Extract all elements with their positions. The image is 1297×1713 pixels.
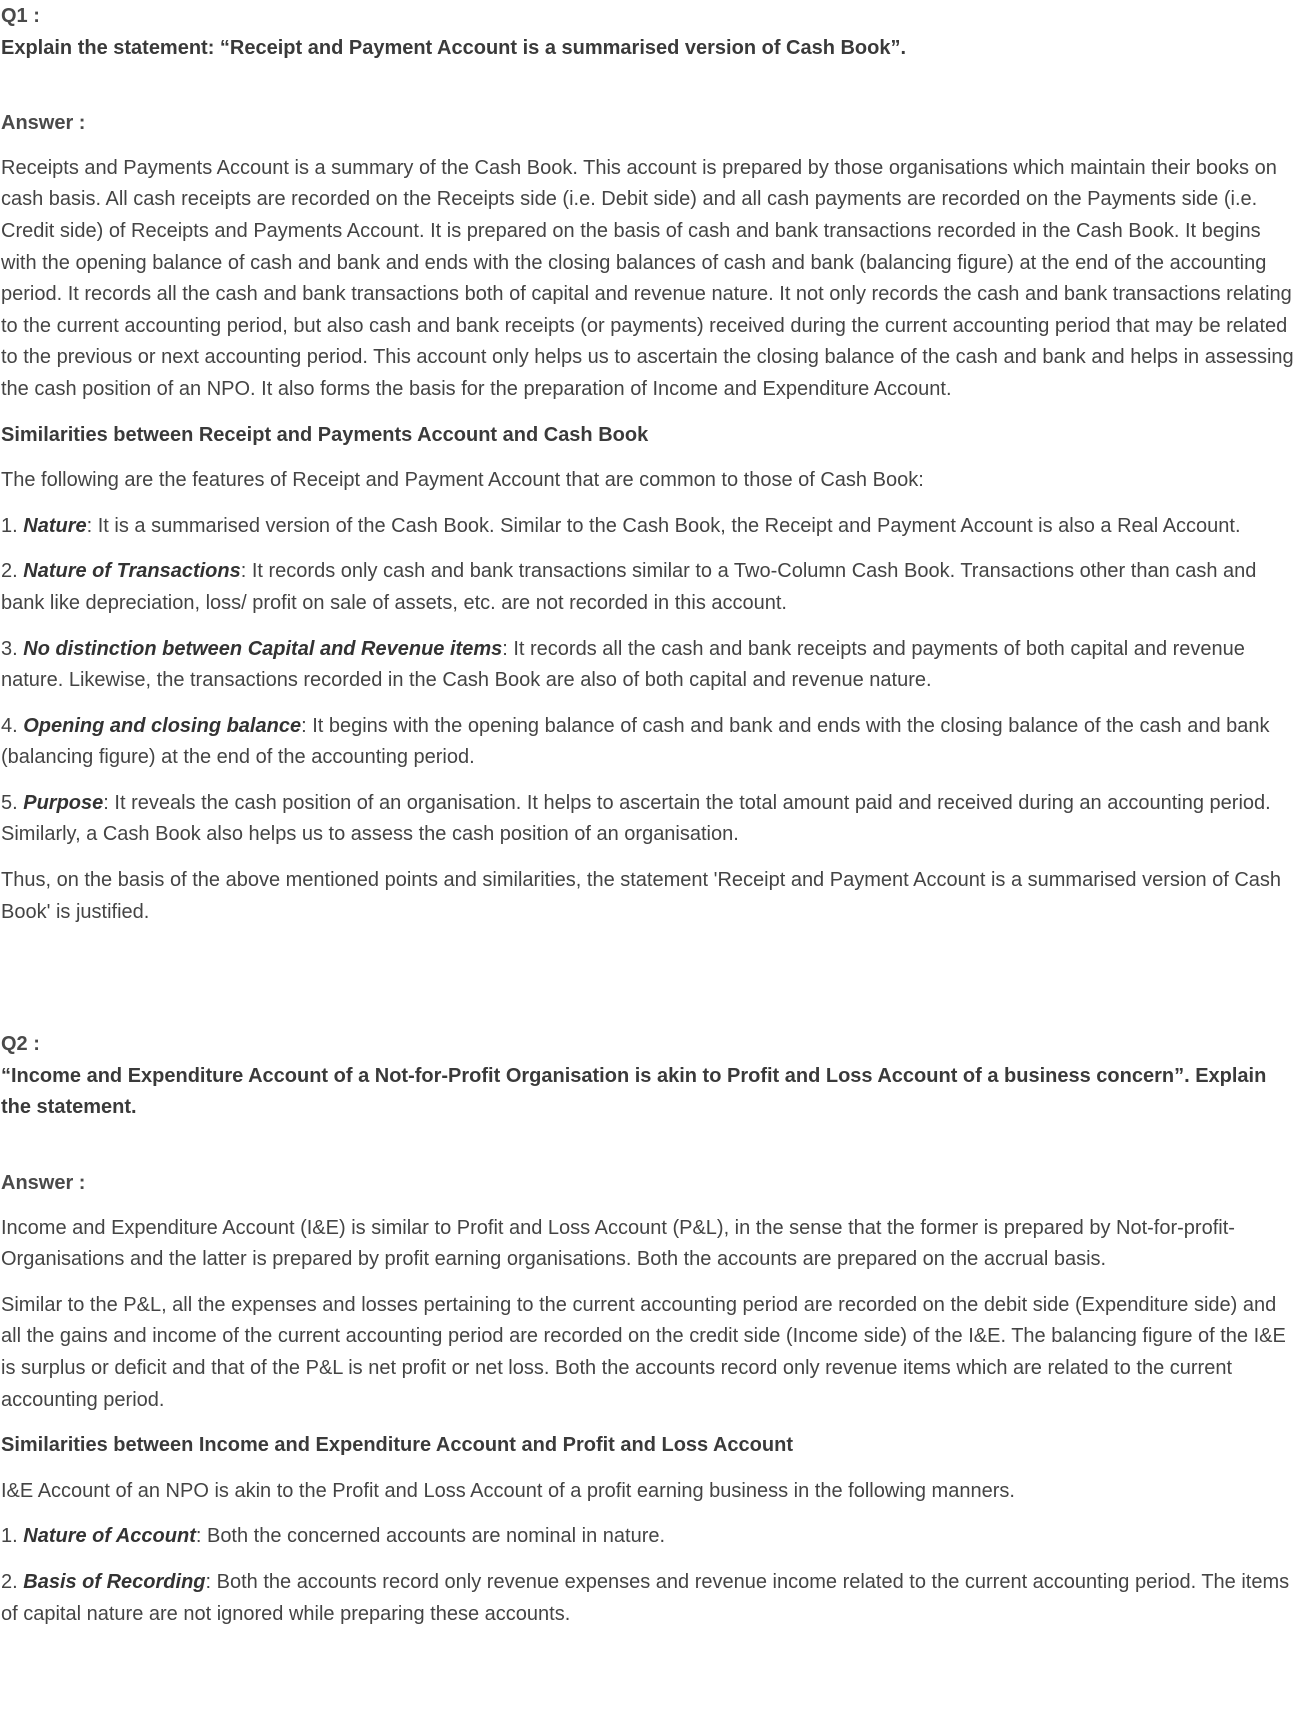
item-number: 2. xyxy=(1,1570,24,1593)
list-item xyxy=(1,711,1295,774)
item-text: : Both the concerned accounts are nominal in nature. xyxy=(195,1525,666,1548)
answer-label: Answer : xyxy=(1,112,86,135)
list-item xyxy=(1,556,1295,619)
answer-paragraph: Receipts and Payments Account is a summary of the Cash Book. This account is prepared by those organisations which maintain their books on cash basis. All cash receipts are recorded on the Receipts side (i.e. Debit side) and all cash payments are recorded on the Payments side (i.e. Credit side) of Receipts and Payments Account. It is prepared on the basis of cash and bank transactions recorded in the Cash Book. It begins with the opening balance of cash and bank and ends with the closing balances of cash and bank (balancing figure) at the end of the accounting period. It records all the cash and bank transactions both of capital and revenue nature. It not only records the cash and bank transactions relating to the current accounting period, but also cash and bank receipts (or payments) received during the current accounting period that may be related to the previous or next accounting period. This account only helps us to ascertain the closing balance of the cash and bank and helps in assessing the cash position of an NPO. It also forms the basis for the preparation of Income and Expenditure Account. xyxy=(1,156,1294,400)
item-term: Basis of Recording xyxy=(23,1570,206,1593)
item-number: 1. xyxy=(1,514,24,537)
item-number: 1. xyxy=(1,1525,24,1548)
item-text: : Both the accounts record only revenue expenses and revenue income related to the current accounting period. The items of capital nature are not ignored while preparing these accounts. xyxy=(1,1570,1290,1625)
item-text: : It is a summarised version of the Cash Book. Similar to the Cash Book, the Receipt and Payment Account is also a Real Account. xyxy=(86,514,1241,537)
lead-paragraph: I&E Account of an NPO is akin to the Profit and Loss Account of a profit earning business in the following manners. xyxy=(1,1479,1015,1502)
subheading: Similarities between Income and Expenditure Account and Profit and Loss Account xyxy=(1,1434,793,1457)
question-1 xyxy=(1,1,1295,928)
list-item xyxy=(1,1567,1295,1630)
item-text: : It begins with the opening balance of cash and bank and ends with the closing balance of the cash and bank (balancing figure) at the end of the accounting period. xyxy=(1,714,1270,769)
answer-paragraph: Similar to the P&L, all the expenses and losses pertaining to the current accounting period are recorded on the debit side (Expenditure side) and all the gains and income of the current accounting period are recorded on the credit side (Income side) of the I&E. The balancing figure of the I&E is surplus or deficit and that of the P&L is net profit or net loss. Both the accounts record only revenue items which are related to the current accounting period. xyxy=(1,1293,1286,1411)
question-text: Explain the statement: “Receipt and Payment Account is a summarised version of Cash Book”. xyxy=(1,36,907,59)
list-item xyxy=(1,634,1295,697)
item-term: Nature of Transactions xyxy=(23,560,241,583)
conclusion-paragraph: Thus, on the basis of the above mentioned points and similarities, the statement 'Receipt and Payment Account is a summarised version of Cash Book' is justified. xyxy=(1,869,1282,923)
item-text: : It records all the cash and bank receipts and payments of both capital and revenue nature. Likewise, the transactions recorded in the Cash Book are also of both capital and revenue nature. xyxy=(1,637,1245,692)
item-number: 2. xyxy=(1,560,24,583)
subheading: Similarities between Receipt and Payments Account and Cash Book xyxy=(1,423,649,446)
answer-label: Answer : xyxy=(1,1172,86,1195)
item-term: Nature of Account xyxy=(23,1525,196,1548)
item-number: 4. xyxy=(1,714,24,737)
list-item xyxy=(1,1521,1295,1553)
item-text: : It reveals the cash position of an organisation. It helps to ascertain the total amount paid and received during an accounting period. Similarly, a Cash Book also helps us to assess the cash position of an organisation. xyxy=(1,791,1271,846)
item-term: No distinction between Capital and Revenue items xyxy=(23,637,503,660)
answer-paragraph: Income and Expenditure Account (I&E) is similar to Profit and Loss Account (P&L), in the sense that the former is prepared by Not-for-profit-Organisations and the latter is prepared by profit earning organisations. Both the accounts are prepared on the accrual basis. xyxy=(1,1216,1235,1271)
list-item xyxy=(1,511,1295,543)
item-text: : It records only cash and bank transactions similar to a Two-Column Cash Book. Transactions other than cash and bank like depreciation, loss/ profit on sale of assets, etc. are not recorded in this account. xyxy=(1,560,1257,614)
item-term: Purpose xyxy=(23,791,104,814)
item-term: Nature xyxy=(23,514,87,537)
question-2 xyxy=(1,1029,1295,1630)
question-text: “Income and Expenditure Account of a Not-for-Profit Organisation is akin to Profit and Loss Account of a business concern”. Explain the statement. xyxy=(1,1064,1267,1119)
question-number: Q2 : xyxy=(1,1033,40,1056)
item-number: 5. xyxy=(1,791,24,814)
list-item xyxy=(1,788,1295,851)
item-number: 3. xyxy=(1,637,24,660)
item-term: Opening and closing balance xyxy=(23,714,302,737)
question-number: Q1 : xyxy=(1,5,40,27)
lead-paragraph: The following are the features of Receipt and Payment Account that are common to those of Cash Book: xyxy=(1,469,924,492)
